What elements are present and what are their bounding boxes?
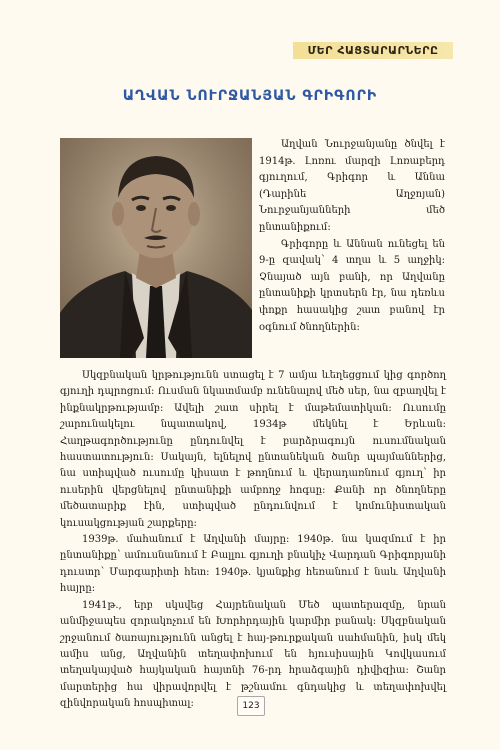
section-banner: ՄԵՐ ՀԱՑՏԱՐԱՐՆԵՐԸ — [293, 42, 453, 59]
paragraph-1939: 1939թ. մահանում է Աղվանի մայրը: 1940թ. նա կազմում է իր ընտանիքը՝ ամուսնանում է Բալլու գյուղի բնակիչ Վարդան Գրիգորյանի դուստր՝ Մարգարիտի հետ: 1940թ. կյանքից հեռանում է նաև Աղվանի հայրը: — [60, 534, 446, 595]
portrait-photo — [60, 138, 252, 358]
paragraph-family: Գրիգորը և Աննան ունեցել են 9-ը զավակ՝ 4 տղա և 5 աղջիկ: Չնայած այն բանի, որ Աղվանը ընտանիքի կրտսերն էր, նա դեռևս փոքր հասակից շատ բանով էր օգնում ծնողներին: — [259, 238, 445, 333]
paragraph-education: Սկզբնական կրթությունն ստացել է 7 ամյա ևեղեցցում կից գործող գյուղի դպրոցում: Ուսման նկատմամբ ունենալով մեծ սեր, նա զբաղվել է ինքնակրթությամբ: Ավելի շատ սիրել է մաթեմատիկան: Ուսումը շարունակելու նպատակով, 1934թ մեկնել է Երևան: Հաղթագործությունը ընդունվել է բարձրագույն ուսումնական հաստատություն: Սակայն, ելնելով ընտանեկան ծանր պայմաններից, նա ստիպված ուսումը կիսատ է թողնում և վերադառնում գյուղ՝ իր ուսերին վերցնելով ընտանիքի ամբողջ հոգսը: Քանի որ ծնողները մեծատարիք էին, ստիպված ընդունվում է կոմունիստական կուսակցության շարքերը: — [60, 370, 446, 529]
portrait-illustration — [60, 138, 252, 358]
article-title: ԱՂՎԱՆ ՆՈՒՐՋԱՆՅԱՆ ԳՐԻԳՈՐԻ — [122, 88, 378, 104]
main-text-block — [60, 368, 446, 713]
side-text-column — [259, 137, 445, 336]
paragraph-birth: Աղվան Նուրջանյանը ծնվել է 1914թ. Լոռու մարզի Լոռաբերդ գյուղում, Գրիգոր և Աննա (Դարինե Աղջոյան) Նուրջանյանների մեծ ընտանիքում: — [259, 139, 445, 233]
page-number: 123 — [237, 696, 265, 716]
paragraph-1941: 1941թ., երբ սկսվեց Հայրենական Մեծ պատերազմը, նրան անմիջապես զորակոչում են Խորհրդային կարմիր բանակ: Սկզբնական շրջանում ծառայությունն անցել է հայ-թուրքական սահմանին, իսկ մեկ ամիս անց, Աղվանին տեղափոխում են հյուսիսային Կովկասում տեղակայված հայկական հայտնի 76-րդ հրաձգային դիվիզիա: Շանր մարտերից հա վիրավորվել է թշնամու գնդակից և տեղափոխվել զինվորական հոսպիտալ: — [60, 599, 446, 710]
